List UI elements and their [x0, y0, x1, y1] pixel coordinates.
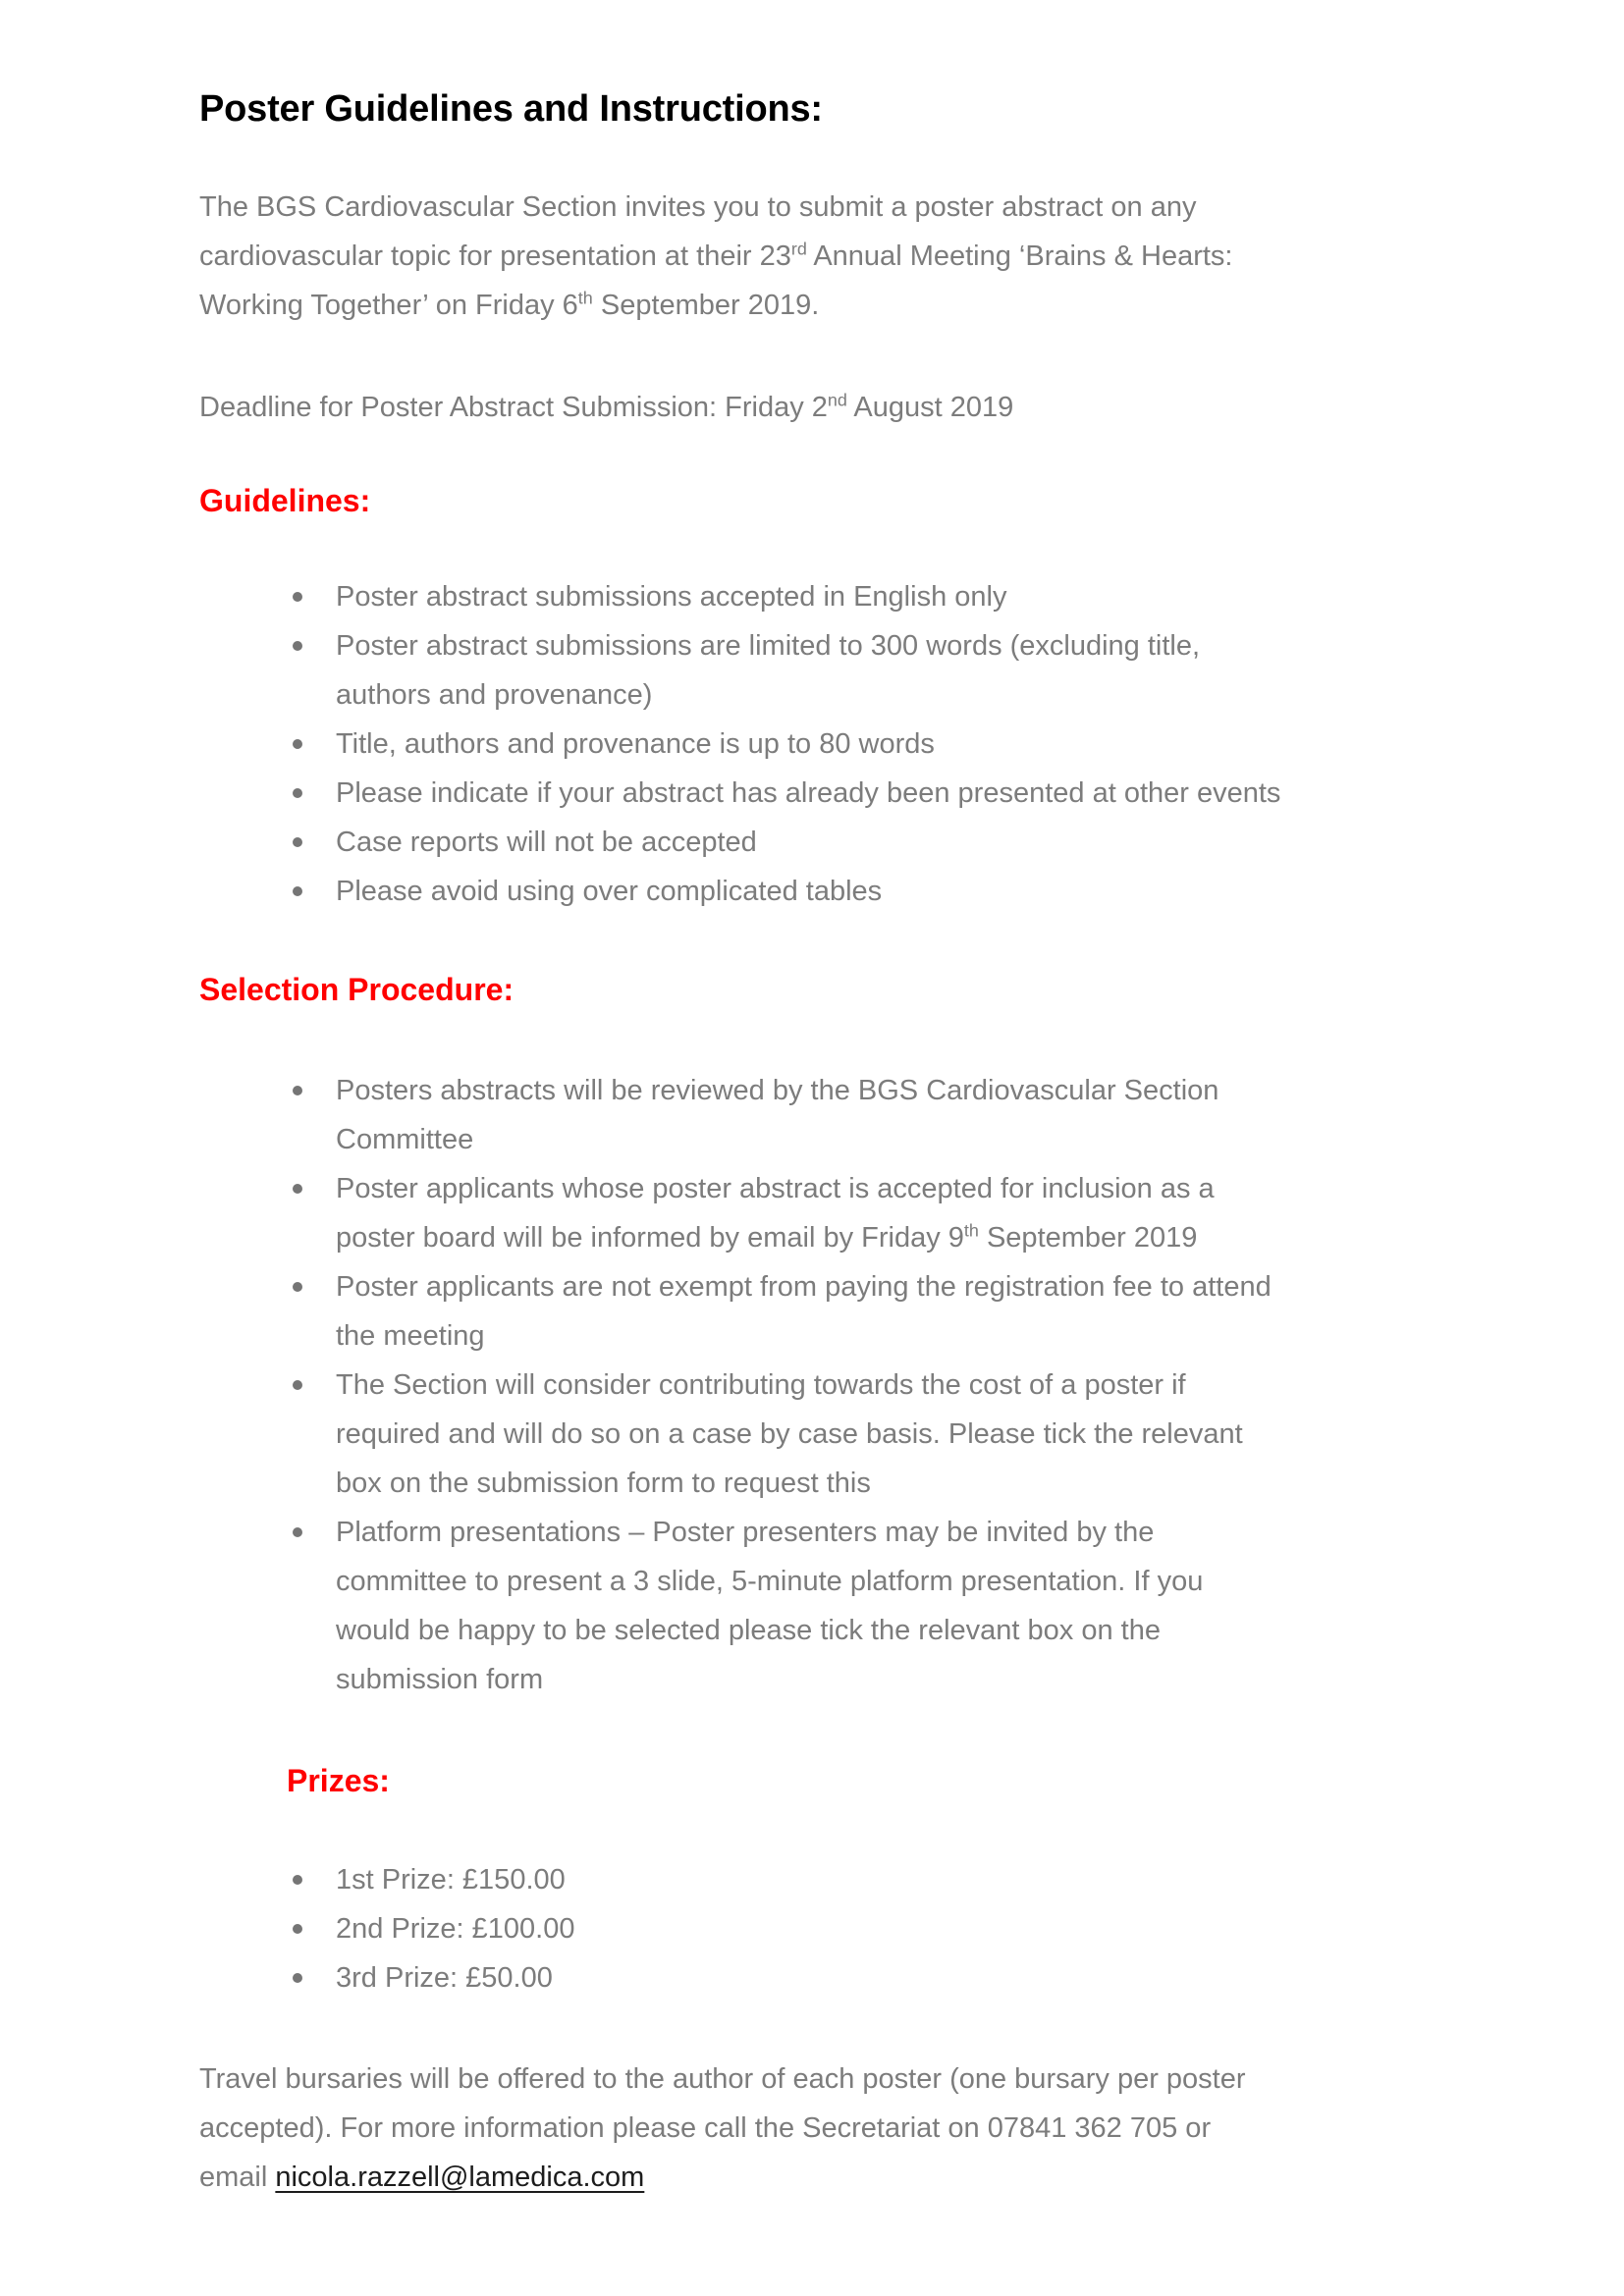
bullet-icon [293, 1086, 302, 1095]
text-line [336, 1855, 1526, 1904]
text-line [336, 1606, 1526, 1655]
bullet-icon [293, 1924, 302, 1934]
text-segment: Poster abstract submissions are limited to 300 words (excluding title, [336, 630, 1201, 662]
text-line [336, 572, 1526, 621]
text-segment: Platform presentations – Poster presenters may be invited by the [336, 1517, 1155, 1548]
text-segment: Committee [336, 1124, 474, 1155]
list-item [291, 769, 1526, 818]
text-segment: required and will do so on a case by case basis. Please tick the relevant [336, 1418, 1243, 1450]
email-link[interactable]: nicola.razzell@lamedica.com [275, 2162, 645, 2193]
text-segment: The Section will consider contributing towards the cost of a poster if [336, 1369, 1186, 1401]
list-item [291, 1361, 1526, 1508]
text-segment: box on the submission form to request this [336, 1468, 871, 1499]
text-line [336, 769, 1526, 818]
ordinal-superscript: nd [827, 390, 847, 410]
text-segment: September 2019 [978, 1222, 1198, 1254]
text-segment: 2nd Prize: £100.00 [336, 1913, 575, 1945]
bullet-icon [293, 592, 302, 602]
text-line [336, 1164, 1526, 1213]
list-item [291, 1855, 1526, 1904]
text-segment: 1st Prize: £150.00 [336, 1864, 566, 1896]
bullet-icon [293, 1973, 302, 1983]
deadline-paragraph [199, 383, 1526, 432]
text-line [336, 1508, 1526, 1557]
text-line [336, 1115, 1526, 1164]
text-segment: The BGS Cardiovascular Section invites you to submit a poster abstract on any [199, 191, 1197, 223]
list-item [291, 1953, 1526, 2002]
list-item [291, 572, 1526, 621]
bullet-icon [293, 837, 302, 847]
bullet-icon [293, 1875, 302, 1885]
ordinal-superscript: rd [790, 239, 807, 259]
text-segment: Travel bursaries will be offered to the author of each poster (one bursary per poster [199, 2063, 1246, 2095]
bullet-icon [293, 641, 302, 651]
text-segment: Poster applicants whose poster abstract is accepted for inclusion as a [336, 1173, 1215, 1204]
text-line [336, 1311, 1526, 1361]
text-segment: authors and provenance) [336, 679, 653, 711]
text-segment: August 2019 [846, 392, 1014, 423]
text-line [336, 1904, 1526, 1953]
text-segment: submission form [336, 1664, 544, 1695]
text-line [336, 670, 1526, 720]
section-heading-prizes: Prizes: [287, 1763, 390, 1798]
text-line [336, 1262, 1526, 1311]
text-line [336, 867, 1526, 916]
text-line [336, 720, 1526, 769]
text-line [199, 2104, 1526, 2153]
list-item [291, 1262, 1526, 1361]
bullet-icon [293, 1282, 302, 1292]
list-item [291, 818, 1526, 867]
guidelines-list [199, 572, 1526, 916]
document-title: Poster Guidelines and Instructions: [199, 88, 823, 130]
bullet-icon [293, 788, 302, 798]
text-line [336, 1410, 1526, 1459]
section-heading-guidelines: Guidelines: [199, 483, 371, 518]
text-line [199, 281, 1526, 330]
text-segment: Please indicate if your abstract has already been presented at other events [336, 777, 1281, 809]
list-item [291, 621, 1526, 720]
text-segment: poster board will be informed by email by Friday 9 [336, 1222, 964, 1254]
text-line [336, 1213, 1526, 1262]
text-segment: Deadline for Poster Abstract Submission: Friday 2 [199, 392, 828, 423]
text-segment: Poster applicants are not exempt from paying the registration fee to attend [336, 1271, 1272, 1303]
selection-procedure-list [199, 1066, 1526, 1704]
bullet-icon [293, 886, 302, 896]
prizes-list [199, 1855, 1526, 2002]
text-line [199, 2153, 1526, 2202]
text-segment: 3rd Prize: £50.00 [336, 1962, 553, 1994]
text-segment: email [199, 2162, 276, 2193]
list-item [291, 1066, 1526, 1164]
list-item [291, 1508, 1526, 1704]
bullet-icon [293, 739, 302, 749]
text-line [199, 183, 1526, 232]
list-item [291, 1164, 1526, 1262]
text-line [336, 1066, 1526, 1115]
text-line [336, 1953, 1526, 2002]
text-segment: committee to present a 3 slide, 5-minute platform presentation. If you [336, 1566, 1204, 1597]
text-segment: Working Together’ on Friday 6 [199, 290, 578, 321]
text-line [336, 1459, 1526, 1508]
text-segment: Case reports will not be accepted [336, 827, 757, 858]
text-line [336, 1361, 1526, 1410]
intro-paragraph [199, 183, 1526, 330]
text-segment: cardiovascular topic for presentation at their 23 [199, 240, 791, 272]
text-segment: would be happy to be selected please tick the relevant box on the [336, 1615, 1161, 1646]
text-segment: Please avoid using over complicated tables [336, 876, 883, 907]
text-line [199, 232, 1526, 281]
text-segment: Title, authors and provenance is up to 80 words [336, 728, 935, 760]
document-body [199, 183, 1526, 2202]
text-line [336, 1557, 1526, 1606]
list-item [291, 867, 1526, 916]
text-line [336, 818, 1526, 867]
text-line [199, 2055, 1526, 2104]
text-line [199, 383, 1526, 432]
text-line [336, 1655, 1526, 1704]
list-item [291, 1904, 1526, 1953]
section-heading-selection-procedure: Selection Procedure: [199, 972, 514, 1007]
text-segment: the meeting [336, 1320, 485, 1352]
ordinal-superscript: th [577, 288, 593, 308]
text-segment: September 2019. [592, 290, 820, 321]
text-segment: Posters abstracts will be reviewed by the BGS Cardiovascular Section [336, 1075, 1219, 1106]
text-segment: accepted). For more information please call the Secretariat on 07841 362 705 or [199, 2112, 1212, 2144]
text-segment: Poster abstract submissions accepted in English only [336, 581, 1007, 613]
text-line [336, 621, 1526, 670]
bullet-icon [293, 1527, 302, 1537]
text-segment: Annual Meeting ‘Brains & Hearts: [806, 240, 1233, 272]
ordinal-superscript: th [963, 1220, 979, 1241]
bullet-icon [293, 1184, 302, 1194]
list-item [291, 720, 1526, 769]
bullet-icon [293, 1380, 302, 1390]
closing-paragraph [199, 2055, 1526, 2202]
